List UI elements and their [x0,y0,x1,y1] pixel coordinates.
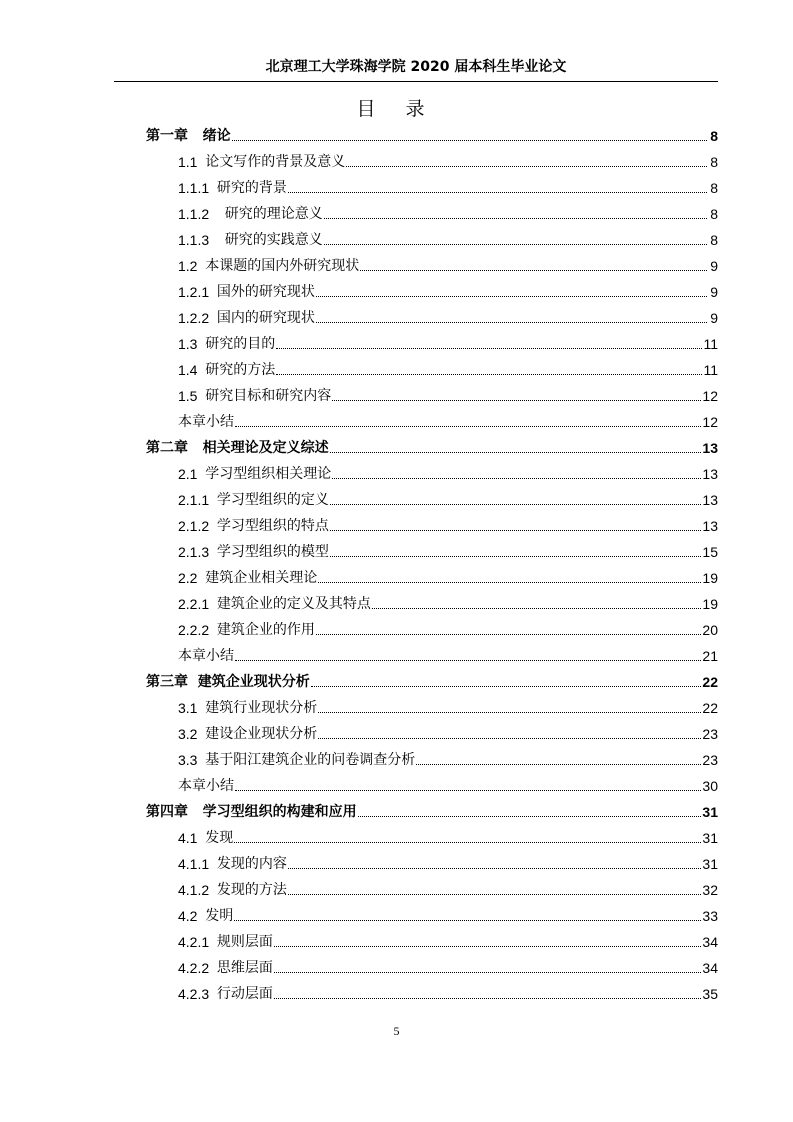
toc-entry-title: 学习型组织相关理论 [205,466,332,482]
dot-leader [274,972,702,973]
dot-leader [288,868,702,869]
dot-leader [332,400,701,401]
toc-entry-title: 研究的实践意义 [224,232,323,248]
toc-entry-title: 建设企业现状分析 [205,726,318,742]
toc-entry-number: 2.2.2 [178,622,217,638]
toc-entry-page: 23 [702,752,718,768]
toc-entry[interactable] [146,487,718,513]
toc-entry-page: 9 [710,310,718,326]
toc-entry-title: 思维层面 [216,960,273,976]
toc-entry-title: 学习型组织的模型 [216,544,329,560]
toc-entry-title: 学习型组织的构建和应用 [202,804,357,820]
toc-entry-title: 研究的方法 [205,362,276,378]
toc-entry-number: 1.1.1 [178,180,217,196]
toc-entry-title: 规则层面 [216,934,273,950]
toc-entry-number: 3.3 [178,752,206,768]
dot-leader [372,608,702,609]
toc-entry[interactable] [146,305,718,331]
toc-entry-number: 4.2.2 [178,960,217,976]
toc-entry[interactable] [146,825,718,851]
toc-entry-page: 11 [703,362,718,378]
toc-entry[interactable] [146,747,718,773]
toc-entry-page: 34 [702,960,718,976]
toc-entry-title: 国内的研究现状 [216,310,315,326]
dot-leader [288,894,702,895]
toc-entry-title: 本章小结 [178,648,234,664]
toc-entry-title: 建筑企业的定义及其特点 [216,596,371,612]
dot-leader [235,660,701,661]
toc-entry-title: 发现的内容 [216,856,287,872]
dot-leader [416,764,701,765]
dot-leader [288,192,707,193]
toc-entry-page: 8 [710,154,718,170]
toc-entry[interactable] [146,981,718,1007]
toc-entry-page: 13 [702,518,718,534]
toc-entry-title: 本章小结 [178,778,234,794]
dot-leader [330,530,702,531]
toc-entry[interactable] [146,955,718,981]
dot-leader [234,842,701,843]
dot-leader [330,556,702,557]
toc-entry[interactable] [146,851,718,877]
dot-leader [360,270,707,271]
toc-entry-page: 32 [702,882,718,898]
toc-entry-number: 1.1.3 [178,232,225,248]
dot-leader [358,816,702,817]
toc-entry[interactable] [146,929,718,955]
toc-entry-title: 行动层面 [216,986,273,1002]
header-rule [114,81,718,82]
toc-entry-title: 学习型组织的特点 [216,518,329,534]
toc-entry-page: 8 [710,128,718,144]
toc-entry[interactable] [146,123,718,149]
dot-leader [274,998,702,999]
dot-leader [235,426,701,427]
toc-entry-page: 13 [702,466,718,482]
toc-entry[interactable] [146,331,718,357]
dot-leader [276,374,702,375]
toc-entry-title: 基于阳江建筑企业的问卷调查分析 [205,752,416,768]
toc-entry-page: 12 [702,388,718,404]
toc-entry-number: 1.1 [178,154,206,170]
toc-entry-title: 研究目标和研究内容 [205,388,332,404]
toc-entry-number: 1.4 [178,362,206,378]
toc-entry-number: 3.1 [178,700,206,716]
toc-entry-number: 2.2 [178,570,206,586]
dot-leader [318,712,701,713]
toc-entry-title: 国外的研究现状 [216,284,315,300]
toc-entry-number: 2.1.2 [178,518,217,534]
toc-entry-number: 第一章 [146,128,203,144]
toc-entry-title: 建筑企业现状分析 [197,674,310,690]
toc-title: 目 录 [356,98,437,120]
toc-entry-number: 1.1.2 [178,206,225,222]
dot-leader [232,140,707,141]
toc-entry-title: 绪论 [202,128,231,144]
toc-entry[interactable] [146,903,718,929]
running-header: 北京理工大学珠海学院 2020 届本科生毕业论文 [265,59,567,75]
toc-entry-title: 发现的方法 [216,882,287,898]
page-number: 5 [393,1024,400,1038]
toc-entry-page: 22 [702,674,718,690]
toc-entry-page: 9 [710,284,718,300]
toc-entry[interactable] [146,539,718,565]
toc-entry-page: 8 [710,206,718,222]
toc-entry[interactable] [146,227,718,253]
toc-entry-page: 34 [702,934,718,950]
dot-leader [316,634,702,635]
toc-entry-number: 第三章 [146,674,198,690]
toc-entry-title: 本课题的国内外研究现状 [205,258,360,274]
toc-entry-title: 建筑企业的作用 [216,622,315,638]
toc-entry-number: 第四章 [146,804,203,820]
toc-entry[interactable] [146,201,718,227]
toc-entry[interactable] [146,617,718,643]
toc-entry[interactable] [146,695,718,721]
toc-entry-page: 8 [710,180,718,196]
toc-entry[interactable] [146,773,718,799]
toc-entry-page: 12 [702,414,718,430]
toc-entry[interactable] [146,877,718,903]
toc-entry-title: 建筑企业相关理论 [205,570,318,586]
toc-entry-title: 发明 [205,908,234,924]
toc-entry-page: 9 [710,258,718,274]
toc-entry-number: 4.2.3 [178,986,217,1002]
dot-leader [324,244,707,245]
toc-entry[interactable] [146,409,718,435]
toc-entry-page: 13 [702,492,718,508]
toc-entry-page: 11 [703,336,718,352]
toc-entry-page: 35 [702,986,718,1002]
toc-entry[interactable] [146,591,718,617]
dot-leader [318,582,701,583]
toc-entry[interactable] [146,669,718,695]
toc-entry[interactable] [146,175,718,201]
toc-entry-number: 4.2.1 [178,934,217,950]
dot-leader [346,166,707,167]
toc-entry-number: 1.2.1 [178,284,217,300]
toc-entry-number: 4.1 [178,830,206,846]
toc-entry-title: 研究的背景 [216,180,287,196]
table-of-contents [146,123,718,1007]
toc-entry-page: 30 [702,778,718,794]
toc-entry-number: 1.3 [178,336,206,352]
toc-entry[interactable] [146,565,718,591]
toc-entry[interactable] [146,435,718,461]
toc-entry-page: 31 [702,830,718,846]
toc-entry-number: 2.1.3 [178,544,217,560]
toc-entry-title: 相关理论及定义综述 [202,440,329,456]
dot-leader [324,218,707,219]
toc-entry-title: 本章小结 [178,414,234,430]
dot-leader [330,504,702,505]
dot-leader [316,296,707,297]
dot-leader [330,452,702,453]
dot-leader [316,322,707,323]
toc-entry-page: 33 [702,908,718,924]
toc-entry-number: 1.2.2 [178,310,217,326]
toc-entry-number: 2.2.1 [178,596,217,612]
toc-entry-number: 1.2 [178,258,206,274]
toc-entry-title: 建筑行业现状分析 [205,700,318,716]
toc-entry-number: 4.1.2 [178,882,217,898]
toc-entry-number: 3.2 [178,726,206,742]
toc-entry-page: 21 [702,648,718,664]
toc-entry-title: 研究的目的 [205,336,276,352]
toc-entry-page: 31 [702,856,718,872]
toc-entry[interactable] [146,357,718,383]
toc-entry-page: 15 [702,544,718,560]
toc-entry-title: 学习型组织的定义 [216,492,329,508]
toc-entry[interactable] [146,461,718,487]
toc-entry[interactable] [146,253,718,279]
toc-entry[interactable] [146,513,718,539]
dot-leader [276,348,702,349]
toc-entry[interactable] [146,643,718,669]
toc-entry[interactable] [146,279,718,305]
toc-entry-page: 22 [702,700,718,716]
toc-entry-number: 2.1.1 [178,492,217,508]
toc-entry-title: 论文写作的背景及意义 [205,154,346,170]
toc-entry-number: 第二章 [146,440,203,456]
toc-entry[interactable] [146,721,718,747]
toc-entry-page: 23 [702,726,718,742]
toc-entry-page: 31 [702,804,718,820]
toc-entry-number: 1.5 [178,388,206,404]
toc-entry[interactable] [146,149,718,175]
toc-entry-page: 8 [710,232,718,248]
toc-entry-title: 发现 [205,830,234,846]
dot-leader [332,478,701,479]
dot-leader [235,790,701,791]
dot-leader [274,946,702,947]
toc-entry[interactable] [146,799,718,825]
toc-entry-number: 4.1.1 [178,856,217,872]
toc-entry-number: 2.1 [178,466,206,482]
toc-entry[interactable] [146,383,718,409]
toc-entry-number: 4.2 [178,908,206,924]
toc-entry-page: 20 [702,622,718,638]
toc-entry-page: 13 [702,440,718,456]
toc-entry-title: 研究的理论意义 [224,206,323,222]
dot-leader [318,738,701,739]
dot-leader [311,686,702,687]
toc-entry-page: 19 [702,570,718,586]
dot-leader [234,920,701,921]
toc-entry-page: 19 [702,596,718,612]
